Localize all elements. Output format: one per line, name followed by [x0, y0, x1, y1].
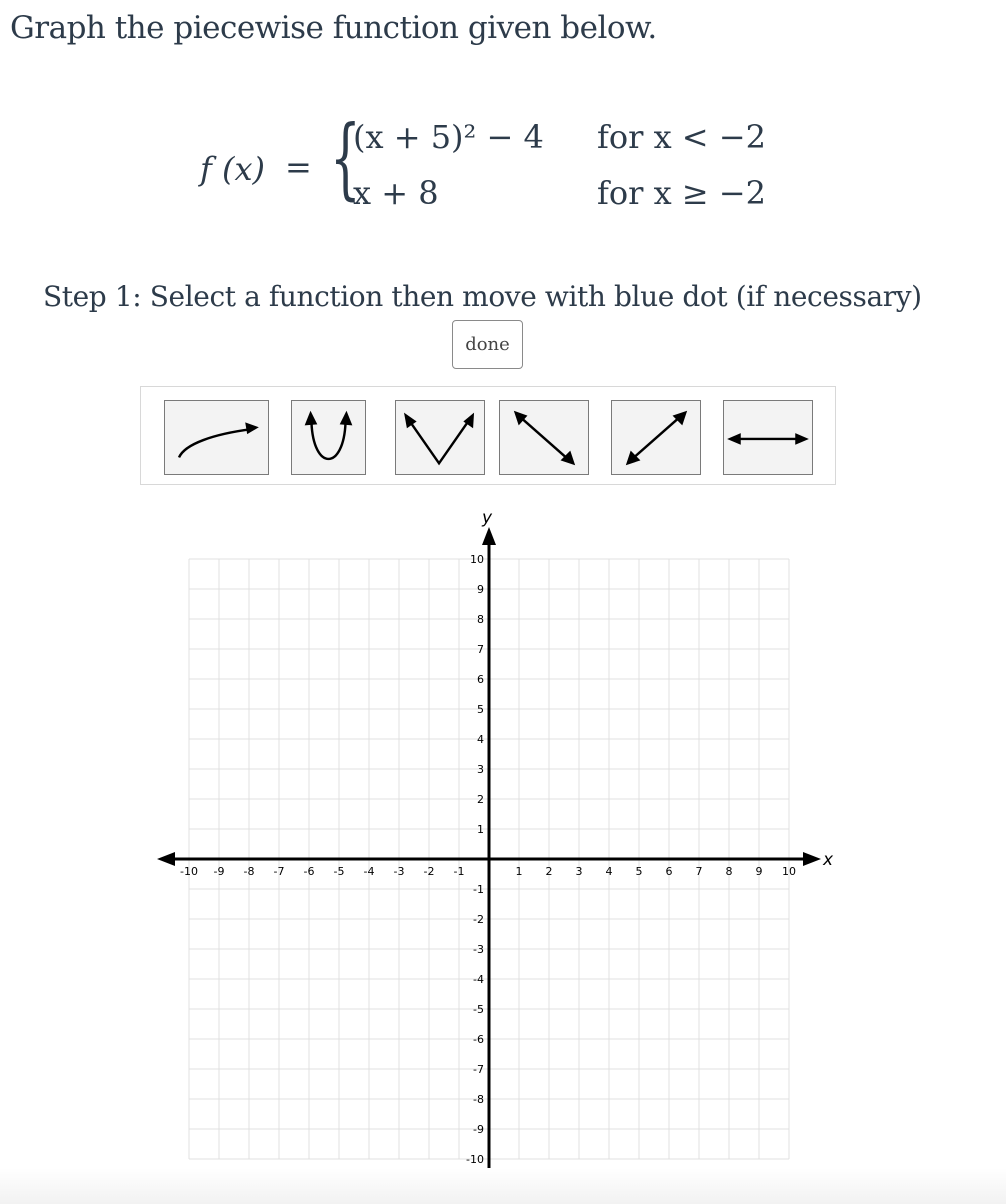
x-tick-label: -6	[303, 865, 315, 878]
y-tick-label: 4	[477, 733, 484, 746]
bottom-edge	[0, 1168, 1006, 1204]
y-tick-label: 10	[470, 553, 484, 566]
x-tick-label: -10	[180, 865, 198, 878]
x-tick-label: -8	[243, 865, 255, 878]
page-title: Graph the piecewise function given below.	[10, 10, 657, 46]
y-tick-label: -4	[473, 973, 484, 986]
x-tick-label: 8	[725, 865, 733, 878]
x-axis-label: x	[823, 850, 834, 870]
x-tick-label: -2	[423, 865, 435, 878]
case-2-condition: for x ≥ −2	[597, 174, 766, 212]
x-tick-label: 7	[695, 865, 703, 878]
x-tick-label: 2	[545, 865, 553, 878]
x-tick-label: 4	[605, 865, 613, 878]
y-tick-label: -7	[473, 1063, 484, 1076]
y-tick-label: -6	[473, 1033, 484, 1046]
case-1-expression: (x + 5)² − 4	[353, 118, 544, 156]
x-axis-left-arrow	[157, 852, 175, 866]
y-tick-label: -9	[473, 1123, 484, 1136]
line-decreasing-icon	[500, 401, 588, 474]
line-increasing-icon	[612, 401, 700, 474]
parabola-icon	[292, 401, 365, 474]
tool-parabola[interactable]	[291, 400, 366, 475]
y-tick-label: -8	[473, 1093, 484, 1106]
tool-square-root[interactable]	[164, 400, 269, 475]
tool-horizontal-line[interactable]	[723, 400, 813, 475]
piecewise-equation	[195, 108, 795, 238]
y-tick-label: 8	[477, 613, 484, 626]
x-tick-label: 9	[755, 865, 763, 878]
y-tick-label: 2	[477, 793, 484, 806]
x-tick-label: -5	[333, 865, 345, 878]
y-axis-label: y	[482, 508, 493, 528]
square-root-curve-icon	[165, 401, 268, 474]
done-button[interactable]: done	[452, 320, 523, 369]
y-tick-label: 9	[477, 583, 484, 596]
x-tick-label: 6	[665, 865, 673, 878]
y-tick-label: -5	[473, 1003, 484, 1016]
x-axis-right-arrow	[803, 852, 821, 866]
tool-line-increasing[interactable]	[611, 400, 701, 475]
left-brace: {	[330, 106, 361, 209]
y-axis-top-arrow	[482, 527, 496, 545]
horizontal-line-icon	[724, 401, 812, 474]
y-tick-label: -1	[473, 883, 484, 896]
x-tick-label: 3	[575, 865, 583, 878]
x-tick-label: 10	[782, 865, 796, 878]
y-tick-label: 6	[477, 673, 484, 686]
step-instruction: Step 1: Select a function then move with blue dot (if necessary)	[43, 280, 922, 313]
equals-sign: =	[285, 148, 312, 186]
x-tick-label: -9	[213, 865, 225, 878]
x-tick-label: -7	[273, 865, 285, 878]
function-toolbar	[140, 386, 836, 485]
equation-lhs: f (x)	[200, 150, 266, 188]
case-1-condition: for x < −2	[597, 118, 766, 156]
y-tick-label: 1	[477, 823, 484, 836]
y-tick-label: -2	[473, 913, 484, 926]
absolute-value-icon	[396, 401, 484, 474]
y-tick-label: 5	[477, 703, 484, 716]
x-tick-label: -4	[363, 865, 375, 878]
y-tick-label: 3	[477, 763, 484, 776]
x-tick-label: -3	[393, 865, 405, 878]
coordinate-plane[interactable]	[150, 500, 850, 1195]
x-tick-label: 1	[515, 865, 523, 878]
tool-line-decreasing[interactable]	[499, 400, 589, 475]
tool-absolute-value[interactable]	[395, 400, 485, 475]
y-tick-label: -3	[473, 943, 484, 956]
x-tick-label: 5	[635, 865, 643, 878]
case-2-expression: x + 8	[353, 174, 439, 212]
y-tick-label: -10	[466, 1153, 484, 1166]
x-tick-label: -1	[453, 865, 465, 878]
y-tick-label: 7	[477, 643, 484, 656]
